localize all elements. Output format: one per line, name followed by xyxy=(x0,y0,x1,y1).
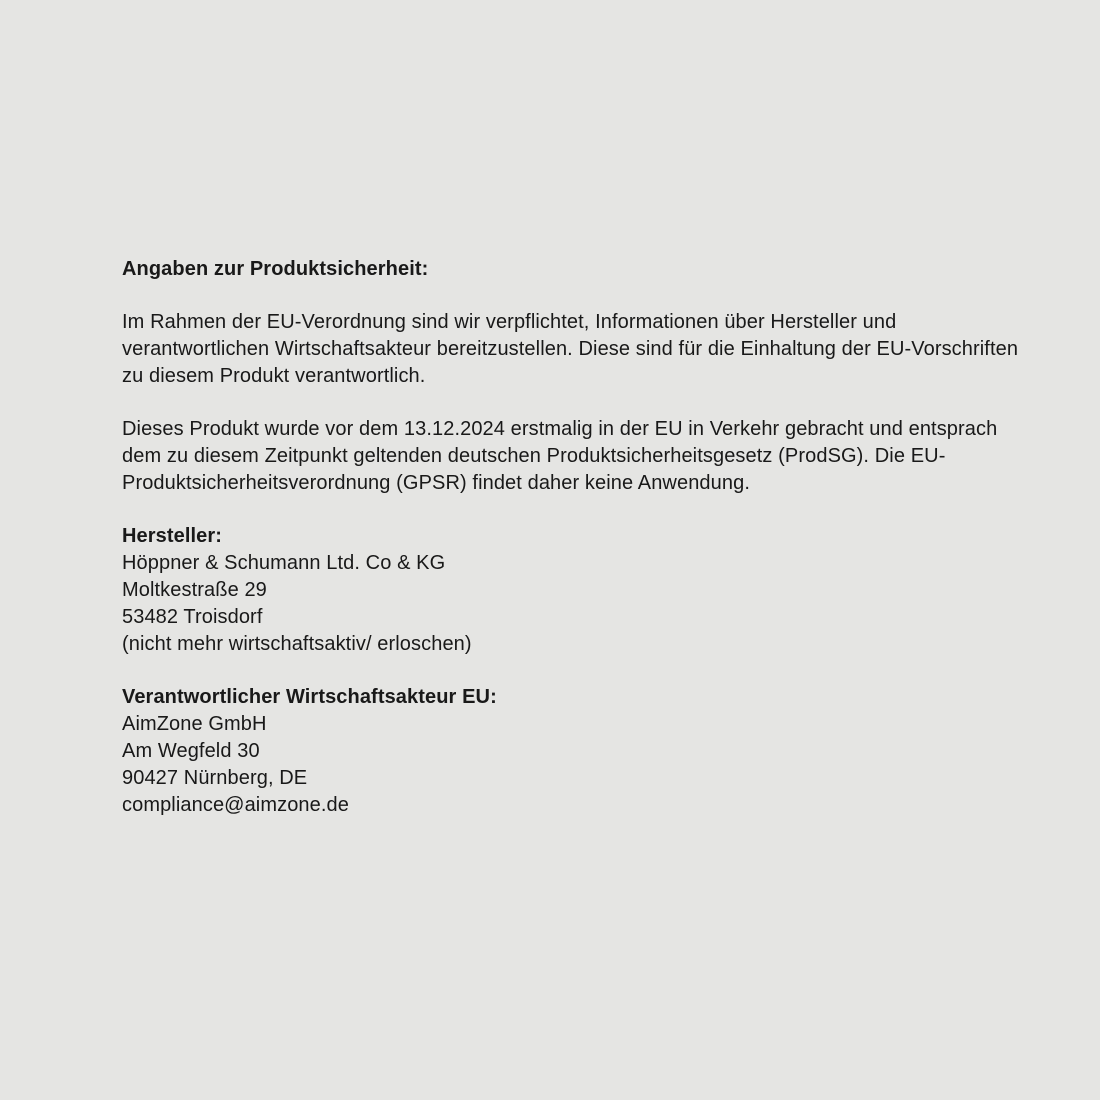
manufacturer-label: Hersteller: xyxy=(122,525,223,547)
manufacturer-block xyxy=(122,523,1022,658)
product-safety-panel xyxy=(122,256,1022,845)
product-history-paragraph: Dieses Produkt wurde vor dem 13.12.2024 erstmalig in der EU in Verkehr gebracht und entsprach dem zu diesem Zeitpunkt geltenden deutschen Produktsicherheitsgesetz (ProdSG). Die EU-Produktsicherheitsverordnung (GPSR) findet daher keine Anwendung. xyxy=(122,418,998,494)
product-safety-heading: Angaben zur Produktsicherheit: xyxy=(122,258,429,280)
responsible-actor-city: 90427 Nürnberg, DE xyxy=(122,767,308,789)
manufacturer-street: Moltkestraße 29 xyxy=(122,579,267,601)
manufacturer-status-note: (nicht mehr wirtschaftsaktiv/ erloschen) xyxy=(122,633,472,655)
manufacturer-name: Höppner & Schumann Ltd. Co & KG xyxy=(122,552,446,574)
responsible-actor-street: Am Wegfeld 30 xyxy=(122,740,260,762)
responsible-actor-email: compliance@aimzone.de xyxy=(122,794,349,816)
regulation-paragraph: Im Rahmen der EU-Verordnung sind wir verpflichtet, Informationen über Hersteller und verantwortlichen Wirtschaftsakteur bereitzustellen. Diese sind für die Einhaltung der EU-Vorschriften zu diesem Produkt verantwortlich. xyxy=(122,311,1019,387)
manufacturer-city: 53482 Troisdorf xyxy=(122,606,263,628)
responsible-actor-label: Verantwortlicher Wirtschaftsakteur EU: xyxy=(122,686,497,708)
responsible-actor-name: AimZone GmbH xyxy=(122,713,267,735)
responsible-actor-block xyxy=(122,684,1022,819)
